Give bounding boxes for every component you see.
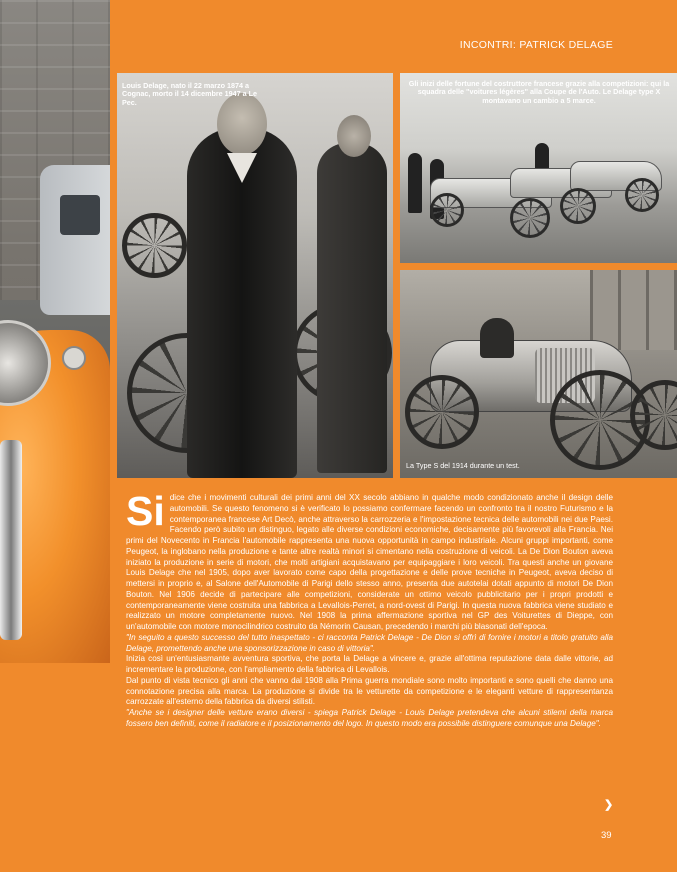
race-car-wheel [510,198,550,238]
background-wheel [122,213,187,278]
article-quote: "Anche se i designer delle vetture erano diversi - spiega Patrick Delage - Louis Delage pretendeva che alcuni stilemi della marca fossero ben definiti, come il radiatore e il posizionamento del logo. In questo modo era possibile distinguere comunque una Delage". [126,708,613,728]
standing-figure [408,153,422,213]
race-car-wheel [560,188,596,224]
second-man-head [337,115,371,157]
type-s-photo [400,270,677,478]
section-header: INCONTRI: PATRICK DELAGE [459,39,613,51]
type-s-caption: La Type S del 1914 durante un test. [406,461,520,470]
second-man-figure [317,143,387,473]
article-body [126,488,613,730]
driver-figure [480,318,514,358]
type-s-wheel [405,375,479,449]
portrait-caption: Louis Delage, nato il 22 marzo 1874 a Cognac, morto il 14 dicembre 1947 a Le Pec. [122,81,258,107]
left-car-photo [0,0,110,663]
article-quote: "In seguito a questo successo del tutto inaspettato - ci racconta Patrick Delage - De Dion si offrì di fornire i motori a titolo gratuito alla Delage, promettendo anche una sponsorizzazione in caso di vittoria". [126,632,613,653]
page-number: 39 [601,830,612,841]
race-car-wheel [625,178,659,212]
race-car-wheel [430,193,464,227]
louis-delage-portrait-photo [117,73,393,478]
grey-van [40,165,110,315]
article-paragraph: Inizia così un'entusiasmante avventura sportiva, che porta la Delage a vincere e, grazie all'ottima reputazione data dalle vittorie, ad incrementare la produzione, con l'ampliamento della fabbrica di Levallois. [126,654,613,674]
drop-cap: Si [126,488,165,534]
article-paragraph: Dal punto di vista tecnico gli anni che vanno dal 1908 alla Prima guerra mondiale sono molto importanti e sono quelli che danno una connotazione precisa alla marca. La produzione si divide tra le vetturette da competizione e le eleganti vetture di rappresentanza carrozzate all'esterno della fabbrica da diversi stilisti. [126,675,613,707]
building-window [590,270,677,350]
chevron-right-icon[interactable]: ❯ [604,799,614,811]
van-window [60,195,100,235]
race-team-caption: Gli inizi delle fortune del costruttore francese grazie alla competizioni: qui la squadra delle "voitures légères" alla Coupe de l'Auto. Le Delage type X montavano un cambio a 5 marce. [408,79,670,105]
article-paragraph: dice che i movimenti culturali dei primi anni del XX secolo abbiano in qualche modo condizionato anche il design delle automobili. Se questo fenomeno si è verificato lo possiamo confermare facendo un confronto tra il nostro Futurismo e la contemporanea francese Art Decò, anche attraverso la carrozzeria e l'impostazione tecnica delle automobili nei due Paesi. Facendo però subito un distinguo, legato alle diverse condizioni economiche, decisamente più favorevoli alla Francia. Nei primi del Novecento in Francia l'automobile rappresenta una nuova opportunità in campo industriale. Alcuni gruppi importanti, come Peugeot, la inglobano nella produzione e tante altre realtà minori si cimentano nella costruzione di veicoli. La De Dion Bouton aveva iniziato la produzione in serie di motori, che molti artigiani acquistavano per equipaggiare i loro veicoli. Tra questi anche un giovane Louis Delage che nel 1905, dopo aver lavorato come capo della progettazione e delle prove tecniche in Peugeot, aveva deciso di mettersi in proprio e, al Salone dell'Automobile di Parigi dello stesso anno, presenta due autotelai dotati appunto di motori De Dion Bouton. Nel 1906 decide di partecipare alle competizioni, considerate un ottimo veicolo pubblicitario per i propri prodotti e contemporaneamente viene costruita una fabbrica a Levallois-Perret, a nord-ovest di Parigi. In questa nuova fabbrica viene studiato e realizzato un motore completamente nuovo. Nel 1908 la prima affermazione sportiva nel GP des Voiturettes di Dieppe, con un'automobile con motore monocilindrico costruito da Némorin Causan, precedendo i marchi più blasonati dell'epoca. [126,493,613,631]
car-chrome-trim [0,440,22,640]
car-side-lamp [62,346,86,370]
